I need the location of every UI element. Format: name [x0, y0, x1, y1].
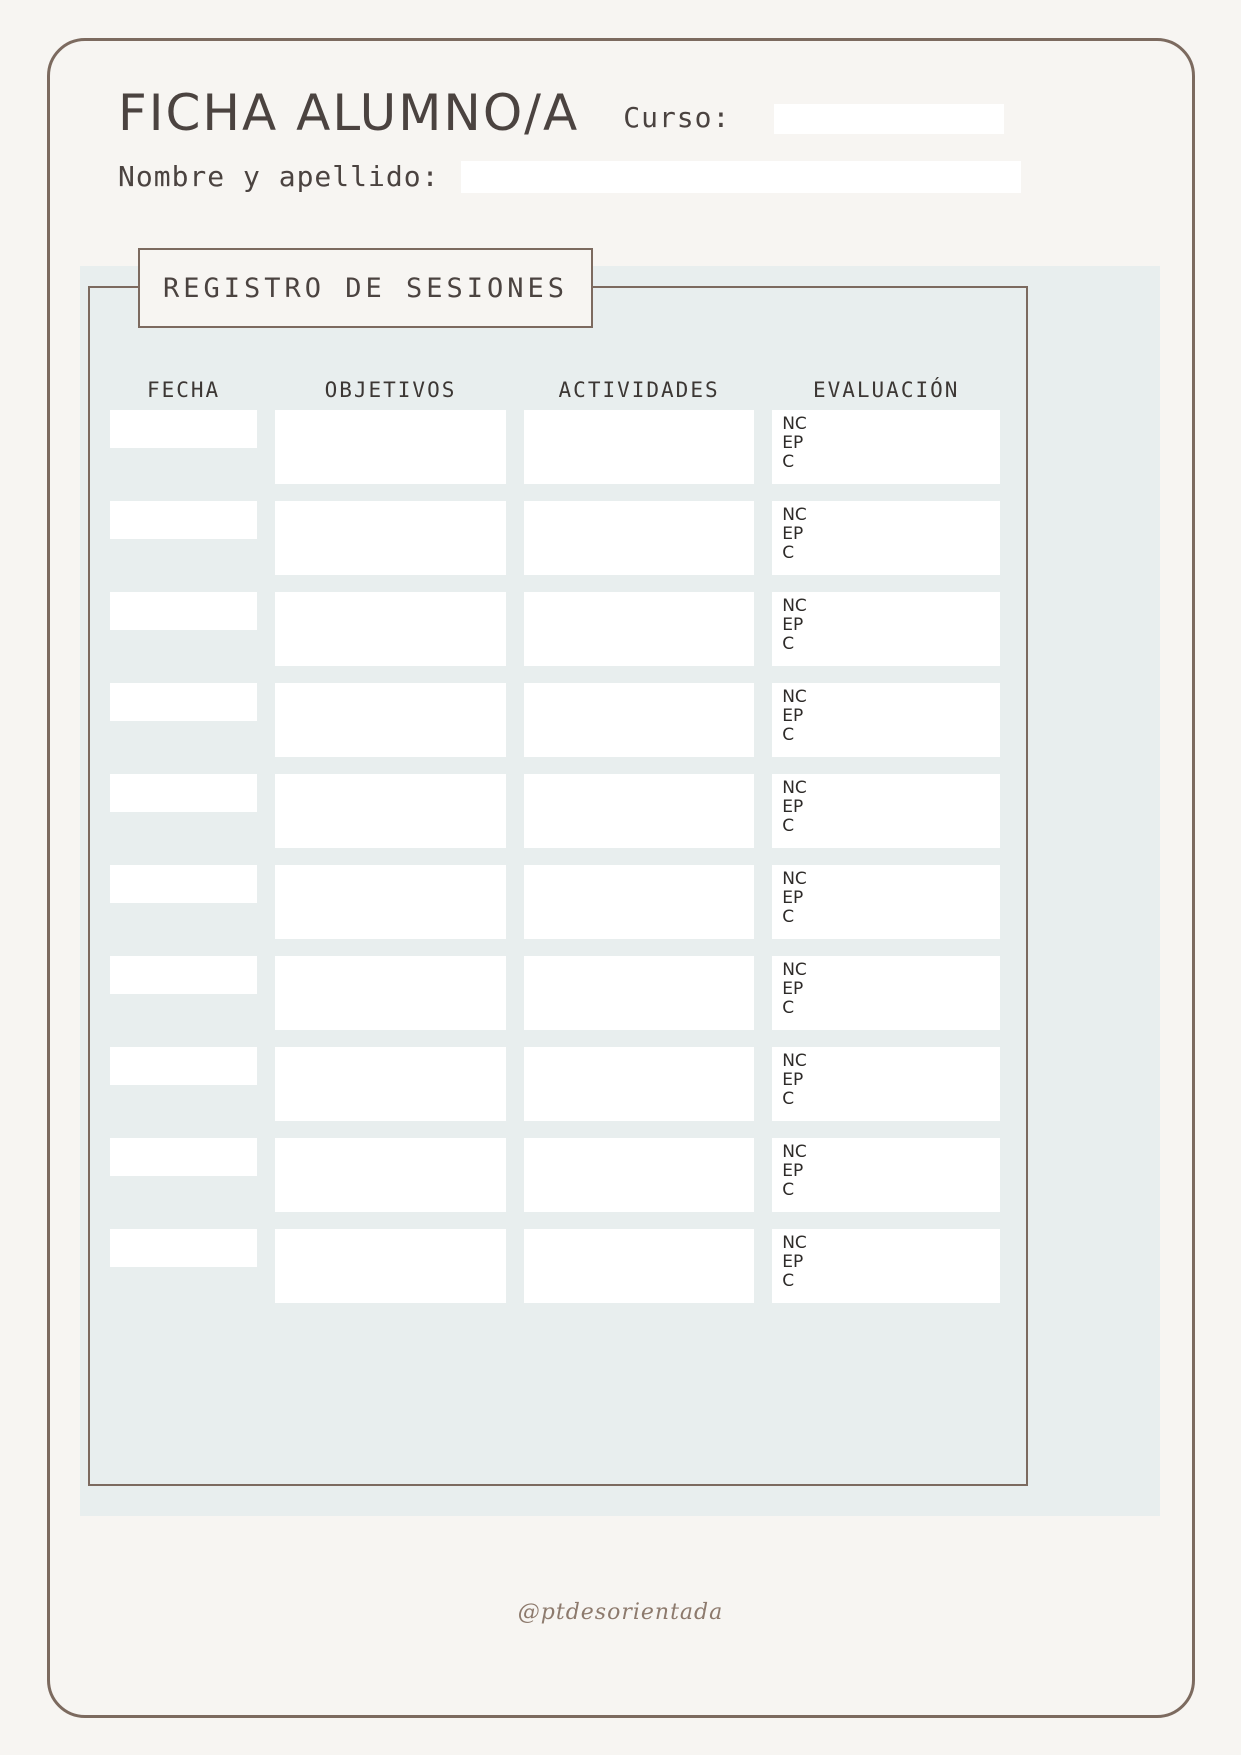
eval-option-nc[interactable]: NC: [782, 1051, 807, 1071]
eval-option-ep[interactable]: EP: [782, 1161, 804, 1182]
sessions-table: [110, 378, 1000, 1320]
evaluacion-options[interactable]: [772, 410, 1000, 484]
objetivos-input[interactable]: [275, 501, 506, 575]
evaluacion-options[interactable]: [772, 1047, 1000, 1121]
table-row: [110, 1138, 1000, 1212]
sessions-tab: [138, 248, 593, 328]
page-title: FICHA ALUMNO/A: [118, 84, 580, 142]
actividades-input[interactable]: [524, 1138, 755, 1212]
eval-option-nc[interactable]: NC: [782, 1233, 807, 1253]
actividades-input[interactable]: [524, 774, 755, 848]
eval-option-c[interactable]: C: [782, 998, 795, 1019]
fecha-input[interactable]: [110, 1047, 257, 1085]
eval-option-ep[interactable]: EP: [782, 706, 804, 727]
fecha-input[interactable]: [110, 956, 257, 994]
actividades-input[interactable]: [524, 1047, 755, 1121]
eval-option-c[interactable]: C: [782, 543, 795, 564]
actividades-input[interactable]: [524, 592, 755, 666]
column-header-objetivos: OBJETIVOS: [324, 378, 457, 402]
actividades-input[interactable]: [524, 410, 755, 484]
eval-option-ep[interactable]: EP: [782, 433, 804, 454]
eval-option-c[interactable]: C: [782, 816, 795, 837]
objetivos-input[interactable]: [275, 1047, 506, 1121]
evaluacion-options[interactable]: [772, 865, 1000, 939]
sessions-tab-label: REGISTRO DE SESIONES: [162, 272, 569, 304]
eval-option-c[interactable]: C: [782, 452, 795, 473]
column-header-fecha: FECHA: [146, 378, 221, 402]
table-header-row: [110, 378, 1000, 402]
evaluacion-options[interactable]: [772, 1229, 1000, 1303]
table-row: [110, 956, 1000, 1030]
objetivos-input[interactable]: [275, 683, 506, 757]
eval-option-ep[interactable]: EP: [782, 524, 804, 545]
table-row: [110, 865, 1000, 939]
actividades-input[interactable]: [524, 683, 755, 757]
fecha-input[interactable]: [110, 683, 257, 721]
table-row: [110, 1047, 1000, 1121]
evaluacion-options[interactable]: [772, 1138, 1000, 1212]
eval-option-ep[interactable]: EP: [782, 979, 804, 1000]
eval-option-c[interactable]: C: [782, 907, 795, 928]
eval-option-c[interactable]: C: [782, 1089, 795, 1110]
fecha-input[interactable]: [110, 592, 257, 630]
eval-option-nc[interactable]: NC: [782, 687, 807, 707]
actividades-input[interactable]: [524, 1229, 755, 1303]
fecha-input[interactable]: [110, 774, 257, 812]
table-row: [110, 410, 1000, 484]
table-row: [110, 592, 1000, 666]
title-row: [118, 84, 1118, 142]
name-input[interactable]: [461, 161, 1021, 193]
eval-option-ep[interactable]: EP: [782, 1252, 804, 1273]
evaluacion-options[interactable]: [772, 592, 1000, 666]
fecha-input[interactable]: [110, 501, 257, 539]
evaluacion-options[interactable]: [772, 774, 1000, 848]
objetivos-input[interactable]: [275, 956, 506, 1030]
curso-input[interactable]: [774, 104, 1004, 134]
eval-option-nc[interactable]: NC: [782, 778, 807, 798]
table-row: [110, 774, 1000, 848]
actividades-input[interactable]: [524, 956, 755, 1030]
eval-option-ep[interactable]: EP: [782, 1070, 804, 1091]
column-header-actividades: ACTIVIDADES: [558, 378, 720, 402]
eval-option-ep[interactable]: EP: [782, 888, 804, 909]
fecha-input[interactable]: [110, 865, 257, 903]
eval-option-nc[interactable]: NC: [782, 596, 807, 616]
evaluacion-options[interactable]: [772, 683, 1000, 757]
eval-option-ep[interactable]: EP: [782, 615, 804, 636]
eval-option-nc[interactable]: NC: [782, 869, 807, 889]
eval-option-c[interactable]: C: [782, 634, 795, 655]
name-row: [118, 160, 1118, 193]
eval-option-c[interactable]: C: [782, 1271, 795, 1292]
objetivos-input[interactable]: [275, 1229, 506, 1303]
table-row: [110, 501, 1000, 575]
actividades-input[interactable]: [524, 865, 755, 939]
actividades-input[interactable]: [524, 501, 755, 575]
evaluacion-options[interactable]: [772, 501, 1000, 575]
name-label: Nombre y apellido:: [118, 160, 440, 193]
objetivos-input[interactable]: [275, 865, 506, 939]
fecha-input[interactable]: [110, 1229, 257, 1267]
table-row: [110, 1229, 1000, 1303]
eval-option-nc[interactable]: NC: [782, 960, 807, 980]
evaluacion-options[interactable]: [772, 956, 1000, 1030]
table-row: [110, 683, 1000, 757]
eval-option-ep[interactable]: EP: [782, 797, 804, 818]
fecha-input[interactable]: [110, 1138, 257, 1176]
objetivos-input[interactable]: [275, 774, 506, 848]
column-header-evaluacion: EVALUACIÓN: [812, 378, 960, 402]
footer-credit: @ptdesorientada: [517, 1600, 724, 1625]
eval-option-c[interactable]: C: [782, 725, 795, 746]
objetivos-input[interactable]: [275, 410, 506, 484]
eval-option-c[interactable]: C: [782, 1180, 795, 1201]
objetivos-input[interactable]: [275, 592, 506, 666]
eval-option-nc[interactable]: NC: [782, 505, 807, 525]
document-header: [118, 84, 1118, 193]
eval-option-nc[interactable]: NC: [782, 1142, 807, 1162]
fecha-input[interactable]: [110, 410, 257, 448]
eval-option-nc[interactable]: NC: [782, 414, 807, 434]
objetivos-input[interactable]: [275, 1138, 506, 1212]
curso-label: Curso:: [623, 101, 731, 134]
